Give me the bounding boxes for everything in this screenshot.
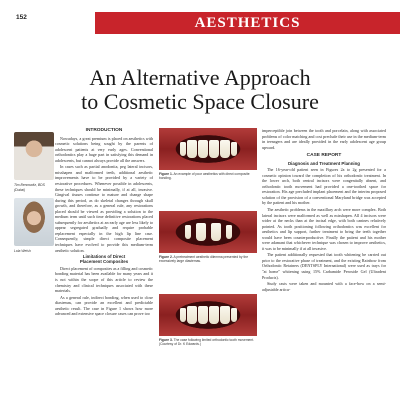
figure-image: [159, 294, 257, 336]
section-banner: AESTHETICS: [95, 12, 400, 34]
figure-image: [159, 128, 257, 170]
figure-caption: [159, 255, 257, 263]
figure-2: [159, 211, 257, 263]
subheading: Diagnosis and Treatment Planning: [288, 160, 360, 166]
column-1: [55, 128, 153, 318]
column-3: [262, 128, 386, 293]
paragraph: The 16-year-old patient seen in Figures 2a to 2g presented for a cosmetic opinion toward the completion of his orthodontic treatment. In the lower arch, both central incisors were congenitally absent, and orthodontic tooth movement had provided a one-toothed space for restoration. His age precluded implant placement and the interim proposed solution of the provision of a conventional Maryland bridge was accepted by the patient and his mother.: [262, 167, 386, 206]
figure-caption-text: An example of poor aesthetics with direct composite bonding.: [159, 172, 250, 181]
paragraph: The aesthetic problems in the maxillary arch were more complex. Both lateral incisors were malformed as well as misshapen. All 4 incisors were wider at the necks than at the incisal edge, with both canines relatively pointed. As tooth positioning following orthodontics was excellent for aesthetics and lip support, further treatment to bring the teeth together would have been counterproductive. Finally the patient and his mother were adamant that whichever technique was chosen to improve aesthetics, it was to be minimally if at all invasive.: [262, 207, 386, 251]
subheading-line-1: Limitations of Direct: [82, 254, 126, 260]
author-name: Tim Bencowitz, BDS (Dubai): [14, 183, 45, 192]
figure-label: Figure 3.: [159, 338, 173, 342]
paragraph: Study casts were taken and mounted with a face-bow on a semi-adjustable articu-: [262, 281, 386, 292]
paragraph: In cases such as partial anodontia, peg lateral incisors, misshapen and malformed teeth, additional aesthetic improvements have to be provided by a variety of restorative procedures. Whenever possible in adolescents, these techniques should be minimally, if at all, invasive. Gingival tissues continue to mature and change shape during this period, as do skeletal changes through skull growth, and therefore, as a general rule, any restorations placed should be viewed as providing a solution to the medium term until such time definitive restorations placed subsequently for aesthetics at an early age are less likely to appear segregated gradually and require probable replacement especially in the high lip line case. Consequently, simple direct composite placement techniques have evolved to provide this medium-term aesthetic solution.: [55, 164, 153, 253]
paragraph: Nowadays, a great premium is placed on aesthetics with cosmetic solutions being sought by the parents of adolescent patients at very early ages. Conventional orthodontics play a huge part in satisfying this demand in adolescents, but cannot always provide all the answers.: [55, 135, 153, 163]
subheading-line-2: Placement Composites: [79, 259, 129, 265]
figure-1: [159, 128, 257, 180]
author-name: Lola Welsh: [14, 249, 31, 253]
figure-caption-text: A pretreatment aesthetic dilemma presented by the excessively large diastemas.: [159, 255, 249, 264]
author-photo: [14, 132, 54, 180]
figure-caption-text: The case following limited orthodontic tooth movement. (Courtesy of Dr. K Edwards.): [159, 338, 255, 347]
article-title: [0, 66, 400, 114]
figure-label: Figure 1.: [159, 172, 173, 176]
paragraph: The patient additionally requested that tooth whitening be carried out prior to the restorative phase of treatment, and the existing Rainbow from Orthodontic Retainers (DENTSPLY International) were used as trays for "at home" whitening using 15% Carbamide Peroxide Gel (Ultradent Products).: [262, 252, 386, 280]
figure-caption: [159, 172, 257, 180]
paragraph: Direct placement of composites as a filling and cosmetic bonding material has been available for many years and it is not within the scope of this article to review the chemistry and clinical techniques associated with these materials.: [55, 265, 153, 294]
section-heading: CASE REPORT: [306, 153, 342, 159]
paragraph: imperceptible join between the tooth and porcelain, along with associated problems of color matching and cost preclude their use in the medium-term in teenagers and are ideally provided in the early adolescent age group upward.: [262, 128, 386, 150]
figure-label: Figure 2.: [159, 255, 173, 259]
figure-caption: [159, 338, 257, 346]
title-line-2: to Cosmetic Space Closure: [81, 89, 319, 114]
page-number: 152: [16, 14, 27, 21]
section-heading: INTRODUCTION: [85, 128, 123, 133]
subheading: [55, 254, 153, 265]
author-block-2: [14, 198, 54, 254]
author-block-1: [14, 132, 54, 192]
figure-3: [159, 294, 257, 346]
figure-image: [159, 211, 257, 253]
paragraph: As a general rule, indirect bonding, when used to close diastemas, can provide an excellent and predictable aesthetic result. The case in Figure 1 shows how more advanced and extensive space closure cases can prove too: [55, 294, 153, 317]
title-line-1: An Alternative Approach: [89, 65, 311, 90]
author-photo: [14, 198, 54, 246]
